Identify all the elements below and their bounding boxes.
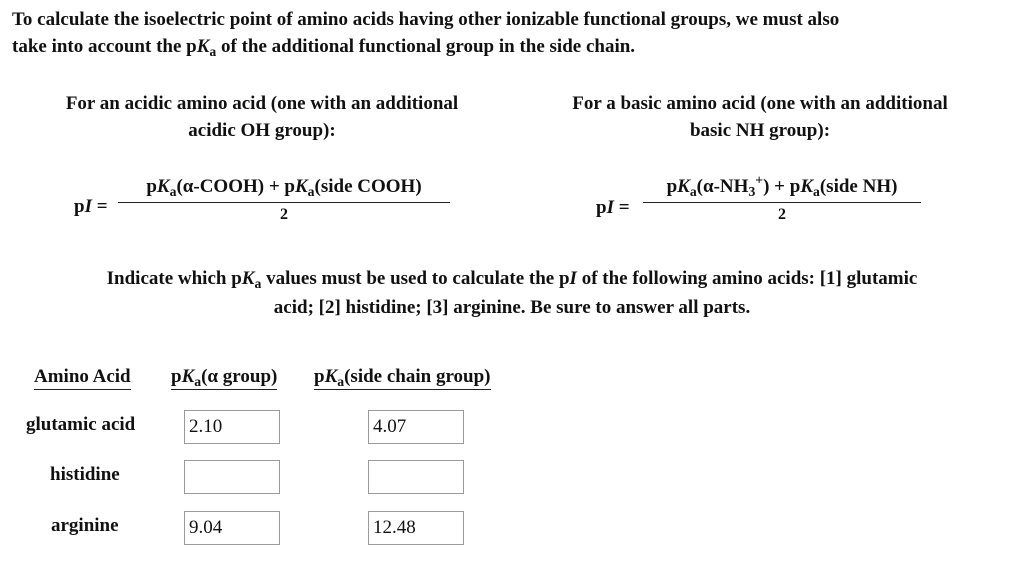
num-k: K xyxy=(156,176,170,197)
intro-line-2 xyxy=(12,33,1012,60)
basic-pI-label xyxy=(596,197,630,219)
intro-k: K xyxy=(196,36,210,57)
num-sub3: 3 xyxy=(748,183,756,199)
h-text: (side chain group) xyxy=(344,366,491,387)
acidic-fraction xyxy=(118,176,450,224)
question-text xyxy=(20,264,1004,322)
arginine-alpha-input[interactable] xyxy=(184,511,280,545)
acidic-numerator xyxy=(118,176,450,198)
num-a2: a xyxy=(813,183,820,199)
num-k2: K xyxy=(294,176,308,197)
q-sub-a: a xyxy=(254,275,262,291)
pI-eq: = xyxy=(613,197,630,218)
num-a: a xyxy=(169,183,177,199)
intro-paragraph xyxy=(12,6,1012,60)
pI-p: p xyxy=(74,196,85,217)
header-pka-side xyxy=(314,366,491,390)
acidic-heading-line-1: For an acidic amino acid (one with an additional xyxy=(65,93,459,114)
pI-p: p xyxy=(596,197,607,218)
num-text2: (side COOH) xyxy=(314,176,422,197)
q-text: Indicate which p xyxy=(106,268,242,289)
num-text: (α-COOH) + p xyxy=(176,176,295,197)
arginine-side-input[interactable] xyxy=(368,511,464,545)
histidine-side-input[interactable] xyxy=(368,460,464,494)
num-k: K xyxy=(677,176,690,197)
basic-heading xyxy=(530,90,990,144)
intro-text-end: of the additional functional group in the side chain. xyxy=(216,36,636,57)
num-text2: ) + p xyxy=(763,176,801,197)
basic-denominator: 2 xyxy=(778,206,786,223)
h-p: p xyxy=(171,366,182,387)
num-a: a xyxy=(689,183,697,199)
histidine-alpha-input[interactable] xyxy=(184,460,280,494)
num-text: (α-NH xyxy=(696,176,749,197)
q-k: K xyxy=(241,268,255,289)
num-text3: (side NH) xyxy=(819,176,898,197)
num-a2: a xyxy=(307,183,315,199)
pI-i: I xyxy=(606,197,614,218)
intro-line-1: To calculate the isoelectric point of amino acids having other ionizable functional groups, we must also xyxy=(12,9,840,30)
q-text-mid: values must be used to calculate the p xyxy=(261,268,570,289)
header-pka-alpha xyxy=(171,366,277,390)
header-amino-acid: Amino Acid xyxy=(34,366,131,390)
basic-fraction-bar xyxy=(643,202,921,203)
question-line-1 xyxy=(20,264,1004,293)
h-k: K xyxy=(324,366,338,387)
num-p: p xyxy=(146,176,157,197)
h-k: K xyxy=(181,366,195,387)
pI-i: I xyxy=(84,196,92,217)
q-i: I xyxy=(569,268,577,289)
row-label-arginine: arginine xyxy=(51,515,119,536)
intro-text: take into account the p xyxy=(12,36,197,57)
basic-heading-line-1: For a basic amino acid (one with an additional xyxy=(572,93,948,114)
glutamic-acid-side-input[interactable] xyxy=(368,410,464,444)
question-line-2: acid; [2] histidine; [3] arginine. Be sure to answer all parts. xyxy=(273,297,751,318)
basic-heading-line-2: basic NH group): xyxy=(689,120,831,141)
h-a: a xyxy=(194,373,202,389)
acidic-fraction-bar xyxy=(118,202,450,203)
h-p: p xyxy=(314,366,325,387)
num-p: p xyxy=(666,176,678,197)
acidic-heading-line-2: acidic OH group): xyxy=(188,120,336,141)
basic-numerator xyxy=(643,172,921,199)
num-sup-plus: + xyxy=(755,172,764,188)
row-label-histidine: histidine xyxy=(50,464,120,485)
h-a: a xyxy=(337,373,345,389)
row-label-glutamic-acid: glutamic acid xyxy=(26,414,136,435)
acidic-pI-label xyxy=(74,196,108,218)
num-k2: K xyxy=(800,176,813,197)
q-text-end: of the following amino acids: [1] glutamic xyxy=(576,268,918,289)
acidic-heading xyxy=(22,90,502,144)
intro-sub-a: a xyxy=(209,43,217,59)
h-text: (α group) xyxy=(201,366,278,387)
pI-eq: = xyxy=(91,196,108,217)
acidic-denominator: 2 xyxy=(280,206,288,223)
basic-fraction xyxy=(643,172,921,224)
glutamic-acid-alpha-input[interactable] xyxy=(184,410,280,444)
